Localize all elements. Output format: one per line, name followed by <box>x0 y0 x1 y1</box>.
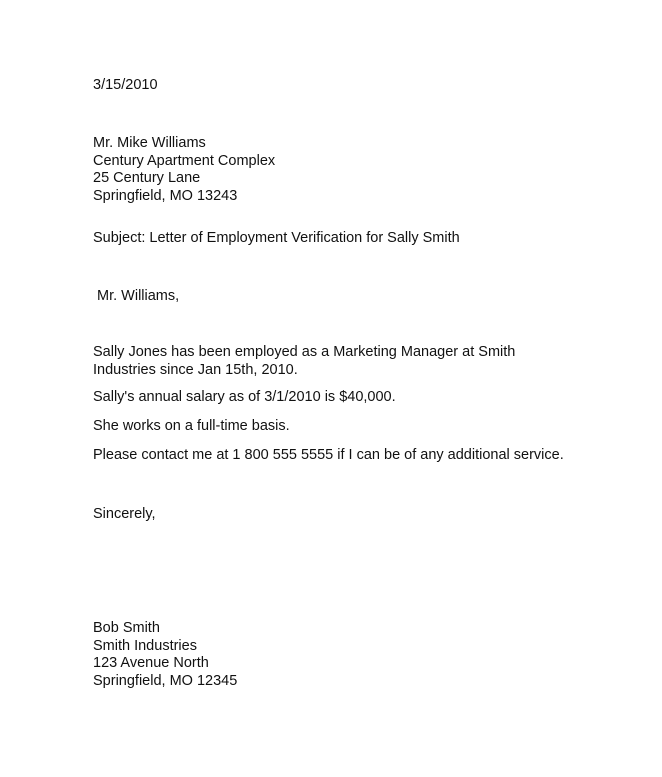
letter-salutation: Mr. Williams, <box>97 288 180 304</box>
body-paragraph-line: Sally Jones has been employed as a Marketing Manager at Smith <box>93 344 516 360</box>
letter-closing: Sincerely, <box>93 506 156 522</box>
recipient-name: Mr. Mike Williams <box>93 135 206 151</box>
body-paragraph-basis: She works on a full-time basis. <box>93 418 290 434</box>
sender-name: Bob Smith <box>93 620 160 636</box>
recipient-company: Century Apartment Complex <box>93 152 276 169</box>
sender-company: Smith Industries <box>93 637 197 654</box>
body-paragraph-line: Industries since Jan 15th, 2010. <box>93 361 298 378</box>
sender-street: 123 Avenue North <box>93 655 209 671</box>
sender-address-block <box>93 620 237 690</box>
recipient-city-state-zip: Springfield, MO 13243 <box>93 187 238 204</box>
body-paragraph-employment <box>93 344 515 379</box>
letter-date: 3/15/2010 <box>93 77 158 93</box>
recipient-address-block <box>93 135 275 205</box>
letter-subject: Subject: Letter of Employment Verification for Sally Smith <box>93 230 460 246</box>
body-paragraph-salary: Sally's annual salary as of 3/1/2010 is $40,000. <box>93 389 396 405</box>
recipient-street: 25 Century Lane <box>93 170 201 186</box>
sender-city-state-zip: Springfield, MO 12345 <box>93 672 238 689</box>
body-paragraph-contact: Please contact me at 1 800 555 5555 if I can be of any additional service. <box>93 447 564 463</box>
